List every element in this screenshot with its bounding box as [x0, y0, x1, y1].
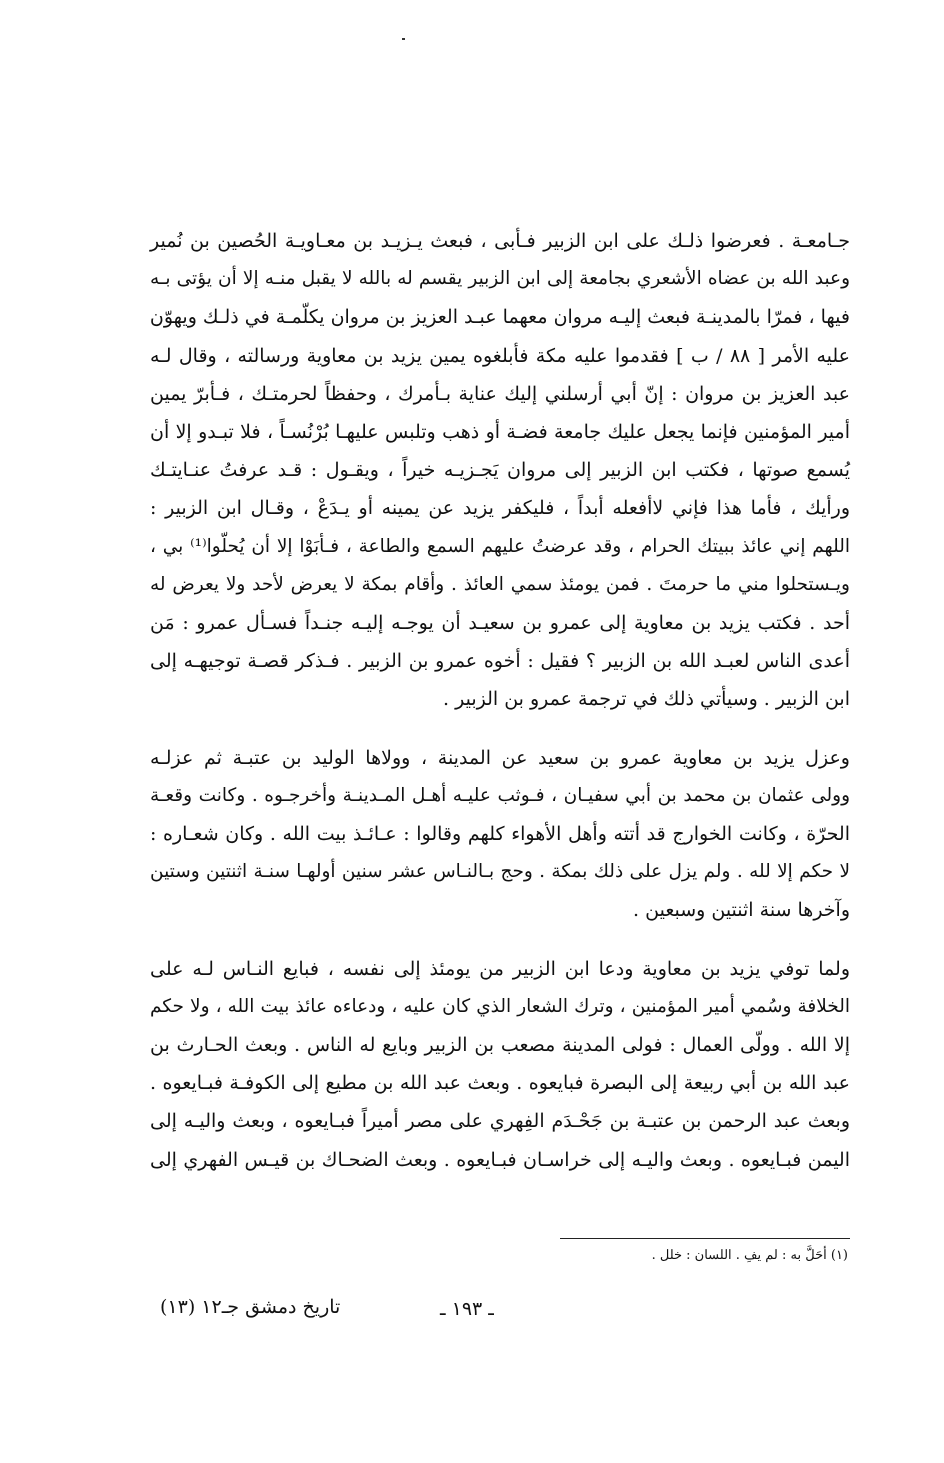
- text-line: يُسمع صوتها ، فكتب ابن الزبير إلى مروان يَجـزيـه خيراً ، ويقـول : قـد عرفتُ عنـايتـك: [150, 459, 850, 482]
- footnote-divider: [560, 1238, 850, 1239]
- footnote: (١) أحَلَّ به : لم يفِ . اللسان : خلل .: [651, 1248, 848, 1263]
- body-text: [150, 222, 850, 1199]
- text-line: وبعث عبد الرحمن بن عتبـة بن جَحْـدَم الفِهري على مصر أميراً فبـايعوه ، وبعث واليـه إلى: [150, 1110, 850, 1133]
- text-line: ورأيك ، فأما هذا فإني لاأفعله أبداً ، فليكفر يزيد عن يمينه أو يـدَعْ ، وقـال ابن الزبير :: [150, 497, 850, 520]
- text-line: فيها ، فمرّا بالمدينـة فبعث إليـه مروان معهما عبـد العزيز بن مروان يكلّمـة في ذلـك ويهوّن: [149, 306, 850, 329]
- text-line: عبد الله بن أبي ربيعة إلى البصرة فبايعوه . وبعث عبد الله بن مطيع إلى الكوفـة فبـايعوه .: [150, 1072, 850, 1095]
- text-line: جـامعـة . فعرضوا ذلـك على ابن الزبير فـأبى ، فبعث يـزيـد بن معـاويـة الحُصين بن نُمير: [150, 230, 850, 252]
- text-line: وآخرها سنة اثنتين وسبعين .: [633, 899, 850, 922]
- text-line: ويـستحلوا مني ما حرمتَ . فمن يومئذ سمي العائذ . وأقام بمكة لا يعرض لأحد ولا يعرض له: [150, 573, 850, 595]
- scan-speck: [402, 38, 405, 40]
- page-number: ـ ١٩٣ ـ: [440, 1298, 494, 1320]
- paragraph-2: [150, 739, 850, 930]
- text-line: أحد . فكتب يزيد بن معاوية إلى عمرو بن سعيـد أن يوجـه إليـه جنـداً فسـأل عمرو : مَن: [150, 612, 850, 635]
- text-line: الخلافة وسُمي أمير المؤمنين ، وترك الشعار الذي كان عليه ، ودعاءه عائذ بيت الله ، ولا حكم: [150, 995, 850, 1017]
- paragraph-3: [150, 950, 850, 1179]
- paragraph-1: [150, 222, 850, 719]
- text-line: لا حكم إلا لله . ولم يزل على ذلك بمكة . وحج بـالنـاس عشر سنين أولهـا سنـة اثنتين وستين: [150, 861, 850, 883]
- text-line: عبد العزيز بن مروان : إنّ أبي أرسلني إليك عناية بـأمرك ، وحفظاً لحرمتـك ، فـأبرّ يمين: [150, 382, 850, 405]
- running-footer: تاريخ دمشق جـ١٢ (١٣): [160, 1296, 341, 1318]
- text-line: وعزل يزيد بن معاوية عمرو بن سعيد عن المدينة ، وولاها الوليد بن عتبـة ثم عزلـه: [150, 746, 850, 769]
- text-line: اللهم إني عائذ ببيتك الحرام ، وقد عرضتُ عليهم السمع والطاعة ، فـأبَوْا إلا أن يُحلّوا⁽¹⁾ بي ،: [150, 535, 850, 557]
- text-line: إلا الله . وولّى العمال : فولى المدينة مصعب بن الزبير وبايع له الناس . وبعث الحـارث بن: [150, 1034, 850, 1057]
- text-line: الحرّة ، وكانت الخوارج قد أتته وأهل الأهواء كلهم وقالوا : عـائـذ بيت الله . وكان شعـاره :: [150, 823, 850, 846]
- text-line: عليه الأمر [ ٨٨ / ب ] فقدموا عليه مكة فأبلغوه يمين يزيد بن معاوية ورسالته ، وقال لـه: [150, 344, 850, 367]
- text-line: وعبد الله بن عضاه الأشعري بجامعة إلى ابن الزبير يقسم له بالله لا يقبل منـه إلا أن يؤتى بـه: [150, 268, 850, 290]
- text-line: أعدى الناس لعبـد الله بن الزبير ؟ فقيل : أخوه عمرو بن الزبير . فـذكر قصـة توجيهـه إلى: [150, 650, 850, 673]
- text-line: ولما توفي يزيد بن معاوية ودعا ابن الزبير من يومئذ إلى نفسه ، فبايع النـاس لـه على: [150, 957, 850, 980]
- text-line: ابن الزبير . وسيأتي ذلك في ترجمة عمرو بن الزبير .: [443, 688, 850, 711]
- text-line: وولى عثمان بن محمد بن أبي سفيـان ، فـوثب عليـه أهـل المـدينـة وأخرجـوه . وكانت وقعـة: [150, 784, 850, 806]
- text-line: اليمن فبـايعوه . وبعث واليـه إلى خراسـان فبـايعوه . وبعث الضحـاك بن قيـس الفهري إلى: [150, 1148, 850, 1171]
- text-line: أمير المؤمنين فإنما يجعل عليك جامعة فضـة أو ذهب وتلبس عليهـا بُرْنُسـاً ، فلا تبـدو إلا أن: [150, 421, 850, 444]
